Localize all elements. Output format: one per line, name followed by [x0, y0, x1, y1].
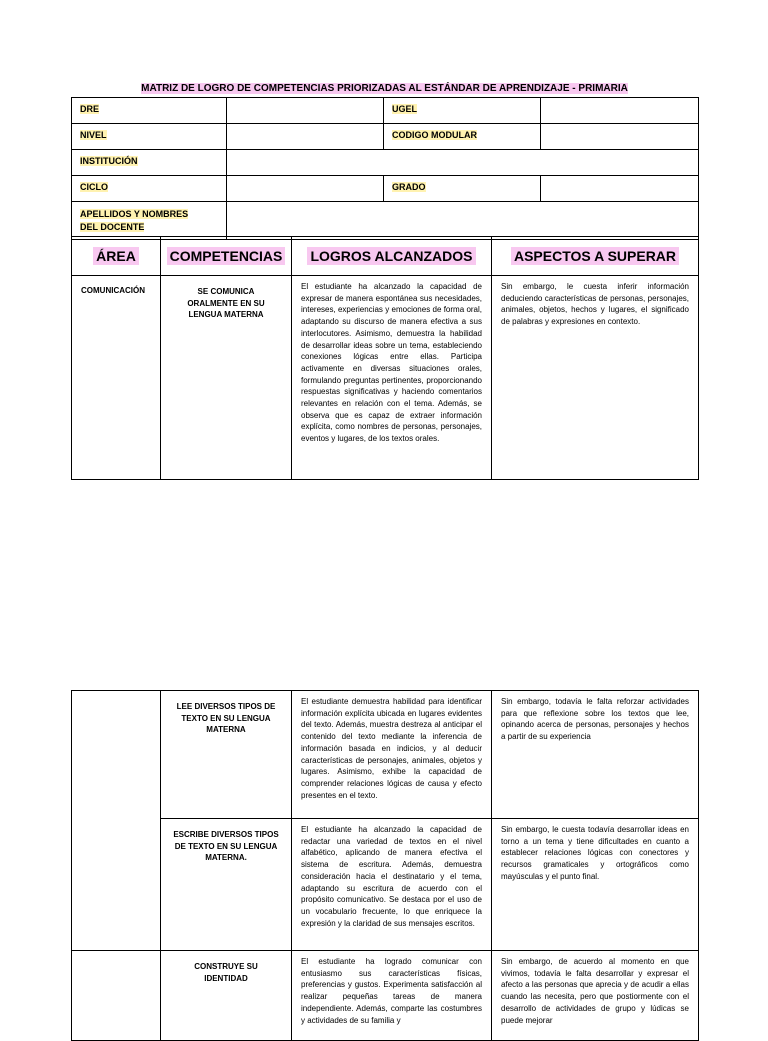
competencia-cell: LEE DIVERSOS TIPOS DE TEXTO EN SU LENGUA MATERNA	[161, 691, 292, 819]
grado-value-cell[interactable]	[541, 176, 699, 202]
grado-label: GRADO	[384, 176, 541, 202]
table-row	[72, 691, 699, 819]
header-info-table	[71, 97, 699, 240]
competencia-cell: CONSTRUYE SU IDENTIDAD	[161, 951, 292, 1041]
docente-value-cell[interactable]	[227, 202, 699, 240]
area-cell	[72, 951, 161, 1041]
table-row	[72, 819, 699, 951]
competency-table-page2	[71, 690, 699, 1041]
aspectos-cell: Sin embargo, de acuerdo al momento en que vivimos, todavía le falta desarrollar y expresar el afecto a las personas que aprecia y de acudir a ellas cuando las necesita, pero que postiormente con el desarrollo de actividades de grupo y lúdicas se puede mejorar	[492, 951, 699, 1041]
table-row	[72, 276, 699, 480]
document-title: MATRIZ DE LOGRO DE COMPETENCIAS PRIORIZADAS AL ESTÁNDAR DE APRENDIZAJE - PRIMARIA	[141, 83, 628, 94]
logros-cell: El estudiante ha logrado comunicar con entusiasmo sus características físicas, preferencias y gustos. Experimenta satisfacción al realizar pequeñas tareas de manera independiente. Además, comparte las costumbres y actividades de su familia y	[292, 951, 492, 1041]
ugel-value-cell[interactable]	[541, 98, 699, 124]
ugel-label: UGEL	[384, 98, 541, 124]
logros-cell: El estudiante demuestra habilidad para identificar información explícita ubicada en lugares evidentes del texto. Además, muestra destreza al anticipar el contenido del texto mediante la inferencia de información basada en indicios, y al deducir características de personajes, animales, objetos y lugares. Asimismo, exhibe la capacidad de comprender relaciones lógicas de causa y efecto presentes en el texto.	[292, 691, 492, 819]
nivel-value-cell[interactable]	[227, 124, 384, 150]
logros-cell: El estudiante ha alcanzado la capacidad de expresar de manera espontánea sus necesidades, intereses, experiencias y emociones de forma oral, adaptando su discurso de manera efectiva a sus interlocutores. Asimismo, demuestra la habilidad de desarrollar ideas sobre un tema, estableciendo conexiones lógicas entre ellas. Participa activamente en diversas situaciones orales, formulando preguntas pertinentes, proporcionando respuestas significativas y haciendo comentarios relevantes en relación con el tema. Además, se observa que es capaz de extraer información explícita, como nombres de personas, personajes, eventos y lugares, de los textos orales.	[292, 276, 492, 480]
table-row	[72, 951, 699, 1041]
column-header-aspectos: ASPECTOS A SUPERAR	[492, 237, 699, 276]
docente-label: APELLIDOS Y NOMBRES DEL DOCENTE	[72, 202, 227, 240]
column-header-area: ÁREA	[72, 237, 161, 276]
dre-value-cell[interactable]	[227, 98, 384, 124]
institucion-value-cell[interactable]	[227, 150, 699, 176]
column-header-competencias: COMPETENCIAS	[161, 237, 292, 276]
logros-cell: El estudiante ha alcanzado la capacidad de redactar una variedad de textos en el nivel alfabético, aplicando de manera efectiva el sistema de escritura. Además, demuestra consideración hacia el destinatario y el tema, adaptando su escritura de acuerdo con el propósito comunicativo. Se destaca por el uso de un vocabulario frecuente, lo que enriquece la expresión y la claridad de sus mensajes escritos.	[292, 819, 492, 951]
codigo-modular-label: CODIGO MODULAR	[384, 124, 541, 150]
area-cell	[72, 691, 161, 951]
ciclo-value-cell[interactable]	[227, 176, 384, 202]
area-cell: COMUNICACIÓN	[72, 276, 161, 480]
codigo-modular-value-cell[interactable]	[541, 124, 699, 150]
competency-table-page1	[71, 236, 699, 480]
competencia-cell: ESCRIBE DIVERSOS TIPOS DE TEXTO EN SU LENGUA MATERNA.	[161, 819, 292, 951]
column-header-logros: LOGROS ALCANZADOS	[292, 237, 492, 276]
aspectos-cell: Sin embargo, le cuesta inferir información deduciendo características de personas, personajes, animales, objetos, hechos y lugares, el significado de palabras y expresiones en contexto.	[492, 276, 699, 480]
nivel-label: NIVEL	[72, 124, 227, 150]
dre-label: DRE	[72, 98, 227, 124]
institucion-label: INSTITUCIÓN	[72, 150, 227, 176]
aspectos-cell: Sin embargo, todavía le falta reforzar actividades para que reflexione sobre los textos que lee, opinando acerca de personas, personajes y hechos a partir de su experiencia	[492, 691, 699, 819]
aspectos-cell: Sin embargo, le cuesta todavía desarrollar ideas en torno a un tema y tiene dificultades en cuanto a establecer relaciones lógicas con conectores y recursos gramaticales y ortográficos como mayúsculas y el punto final.	[492, 819, 699, 951]
competencia-cell: SE COMUNICA ORALMENTE EN SU LENGUA MATERNA	[161, 276, 292, 480]
ciclo-label: CICLO	[72, 176, 227, 202]
